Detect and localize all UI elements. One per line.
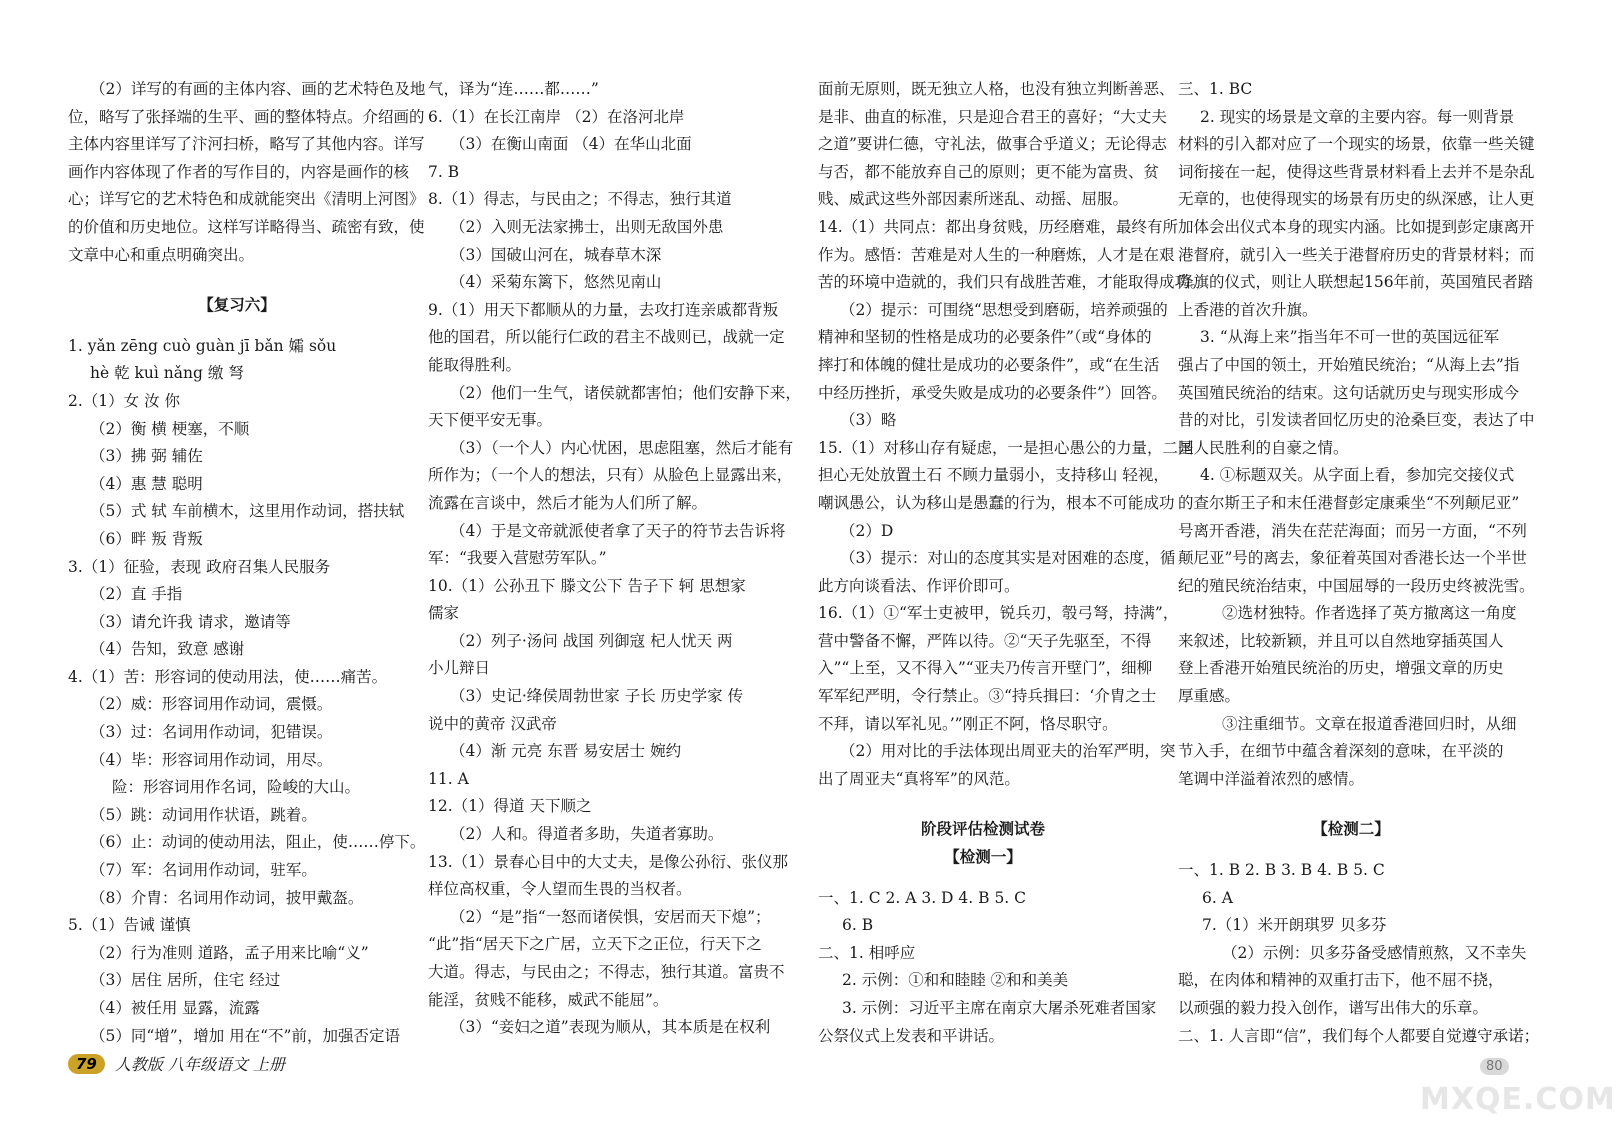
text-line: 16.（1）①“军士吏被甲，锐兵刃，彀弓弩，持满”， — [818, 604, 1179, 623]
text-line: 11. A — [428, 769, 469, 788]
text-line: 9.（1）用天下都顺从的力量，去攻打连亲戚都背叛 — [428, 300, 779, 319]
text-line: （2）示例：贝多芬备受感情煎熬，又不幸失 — [1222, 943, 1527, 962]
text-line: （3）在衡山南面 （4）在华山北面 — [450, 135, 692, 154]
text-line: 嘲讽愚公，认为移山是愚蠢的行为，根本不可能成功 — [818, 493, 1175, 512]
text-line: 一、1. C 2. A 3. D 4. B 5. C — [818, 888, 1027, 907]
text-line: （2）衡 横 梗塞，不顺 — [90, 419, 250, 438]
text-line: 以顽强的毅力投入创作，谱写出伟大的乐章。 — [1178, 999, 1489, 1017]
text-line: 降旗的仪式，则让人联想起156年前，英国殖民者踏 — [1178, 273, 1534, 292]
text-line: （4）惠 慧 聪明 — [90, 474, 203, 493]
text-line: （8）介胄：名词用作动词，披甲戴盔。 — [90, 888, 364, 907]
text-line: 天下便平安无事。 — [428, 411, 553, 430]
text-line: （3）提示：对山的态度其实是对困难的态度，循 — [840, 549, 1176, 568]
section-heading: 【复习六】 — [198, 295, 276, 315]
text-line: 面前无原则，既无独立人格，也没有独立判断善恶、 — [818, 80, 1175, 98]
text-line: （6）止：动词的使动用法，阻止，使……停下。 — [90, 833, 426, 852]
text-line: 词衔接在一起，使得这些背景材料看上去并不是杂乱 — [1178, 162, 1535, 181]
text-line: （5）跳：动词用作状语，跳着。 — [90, 805, 317, 824]
text-line: 国人民胜利的自豪之情。 — [1178, 438, 1349, 457]
page-footer — [68, 1052, 285, 1075]
text-line: （2）D — [840, 521, 894, 540]
text-line: 1. yǎn zēng cuò guàn jī bǎn 孀 sǒu — [68, 336, 337, 355]
text-line: 儒家 — [428, 604, 460, 623]
text-line: 与否，都不能放弃自己的原则；更不能为富贵、贫 — [818, 162, 1160, 181]
text-line: ②选材独特。作者选择了英方撤离这一角度 — [1222, 604, 1517, 623]
column-3 — [818, 76, 1206, 1050]
text-line: 主体内容里详写了汴河扫桥，略写了其他内容。详写 — [68, 135, 425, 154]
text-line: 纪的殖民统治结束，中国屈辱的一段历史终被洗雪。 — [1178, 576, 1535, 595]
text-line: 心；详写它的艺术特色和成就能突出《清明上河图》 — [68, 190, 425, 209]
text-line: 此方向谈看法、作评价即可。 — [818, 576, 1020, 595]
text-line: 6.（1）在长江南岸 （2）在洛河北岸 — [428, 107, 685, 126]
text-line: （4）渐 元亮 东晋 易安居士 婉约 — [450, 742, 682, 761]
text-line: （3）请允许我 请求，邀请等 — [90, 612, 291, 631]
text-line: 精神和坚韧的性格是成功的必要条件”（或“身体的 — [818, 328, 1152, 347]
text-line: 港督府，就引入一些关于港督府历史的背景材料；而 — [1178, 245, 1535, 264]
text-line: 2. 示例：①和和睦睦 ②和和美美 — [842, 971, 1069, 990]
text-line: （2）他们一生气，诸侯就都害怕；他们安静下来， — [450, 383, 801, 402]
text-line: （2）提示：可围绕“思想受到磨砺，培养顽强的 — [840, 300, 1168, 319]
text-line: 13.（1）景春心目中的大丈夫，是像公孙衍、张仪那 — [428, 852, 789, 871]
text-line: 2.（1）女 汝 你 — [68, 391, 181, 410]
text-line: 不拜，请以军礼见。’”刚正不阿，恪尽职守。 — [818, 714, 1118, 733]
text-line: 英国殖民统治的结束。这句话就历史与现实形成今 — [1178, 383, 1520, 402]
text-line: 一、1. B 2. B 3. B 4. B 5. C — [1178, 861, 1385, 880]
text-line: 7. B — [428, 162, 460, 181]
text-line: 他的国君，所以能行仁政的君主不战则已，战就一定 — [428, 328, 785, 347]
book-label: 人教版 八年级语文 上册 — [114, 1055, 286, 1074]
text-line: 登上香港开始殖民统治的历史，增强文章的历史 — [1178, 659, 1504, 678]
text-line: 的价值和历史地位。这样写详略得当、疏密有致，使 — [68, 217, 425, 236]
text-line: 所作为；（一个人的想法，只有）从脸色上显露出来， — [428, 466, 793, 485]
text-line: （2）直 手指 — [90, 585, 183, 604]
text-line: （2）列子·汤问 战国 列御寇 杞人忧天 两 — [450, 631, 733, 650]
text-line: 贱、威武这些外部因素所迷乱、动摇、屈服。 — [818, 190, 1129, 209]
text-line: 公祭仪式上发表和平讲话。 — [818, 1026, 1005, 1045]
text-line: （3）（一个人）内心忧困，思虑阻塞，然后才能有 — [450, 438, 794, 457]
text-line: （3）国破山河在，城春草木深 — [450, 245, 662, 264]
text-line: （3）“妾妇之道”表现为顺从，其本质是在权利 — [450, 1018, 771, 1037]
text-line: 摔打和体魄的健壮是成功的必要条件”，或“在生活 — [818, 355, 1160, 374]
watermark: MXQE.COM — [1420, 1082, 1616, 1117]
text-line: 颠尼亚”号的离去，象征着英国对香港长达一个半世 — [1178, 549, 1527, 568]
text-line: 14.（1）共同点：都出身贫贱，历经磨难，最终有所 — [818, 217, 1179, 236]
text-line: 4.（1）苦：形容词的使动用法，使……痛苦。 — [68, 667, 388, 686]
text-line: （4）告知，致意 感谢 — [90, 640, 245, 659]
text-line: （2）行为准则 道路，孟子用来比喻“义” — [90, 943, 369, 962]
text-line: 5.（1）告诫 谨慎 — [68, 916, 191, 935]
text-line: （6）畔 叛 背叛 — [90, 529, 203, 548]
text-line: 大道。得志，与民由之；不得志，独行其道。富贵不 — [428, 963, 785, 981]
text-line: （2）详写的有画的主体内容、画的艺术特色及地 — [90, 80, 426, 98]
page-number: 79 — [68, 1054, 105, 1074]
text-line: 二、1. 相呼应 — [818, 943, 916, 962]
text-line: 强占了中国的领土，开始殖民统治；“从海上去”指 — [1178, 355, 1520, 374]
text-line: 聪，在肉体和精神的双重打击下，他不屈不挠， — [1178, 971, 1504, 990]
exam-subheading: 【检测一】 — [944, 847, 1022, 867]
text-line: ③注重细节。文章在报道香港回归时，从细 — [1222, 714, 1517, 733]
text-line: 6. A — [1202, 888, 1233, 907]
text-line: 位，略写了张择端的生平、画的整体特点。介绍画的 — [68, 107, 425, 126]
exam-subheading: 【检测二】 — [1312, 819, 1390, 839]
text-line: 笔调中洋溢着浓烈的感情。 — [1178, 769, 1365, 788]
text-line: （3）略 — [840, 411, 897, 430]
text-line: 的查尔斯王子和末任港督彭定康乘坐“不列颠尼亚” — [1178, 493, 1520, 512]
text-line: （7）军：名词用作动词，驻军。 — [90, 861, 317, 880]
text-line: （3）拂 弼 辅佐 — [90, 447, 203, 466]
text-line: 3. 示例：习近平主席在南京大屠杀死难者国家 — [842, 999, 1157, 1017]
text-line: （2）用对比的手法体现出周亚夫的治军严明，突 — [840, 742, 1176, 761]
text-line: 是非、曲直的标准，只是迎合君王的喜好；“大丈夫 — [818, 107, 1167, 126]
text-line: 文章中心和重点明确突出。 — [68, 245, 255, 264]
text-line: （2）威：形容词用作动词，震慑。 — [90, 695, 333, 714]
text-line: 苦的环境中造就的，我们只有战胜苦难，才能取得成功。 — [818, 273, 1206, 292]
text-line: 之道”要讲仁德，守礼法，做事合乎道义；无论得志 — [818, 135, 1167, 154]
text-line: 中经历挫折，承受失败是成功的必要条件”）回答。 — [818, 383, 1167, 402]
text-line: 上香港的首次升旗。 — [1178, 300, 1318, 319]
text-line: （3）居住 居所，住宅 经过 — [90, 971, 281, 990]
text-line: 流露在言谈中，然后才能为人们所了解。 — [428, 493, 708, 512]
text-line: 二、1. 人言即“信”，我们每个人都要自觉遵守承诺； — [1178, 1026, 1540, 1045]
text-line: 营中警备不懈，严阵以待。②“天子先驱至，不得 — [818, 631, 1152, 650]
column-1 — [68, 76, 426, 1050]
text-line: 加体会出仪式本身的现实内涵。比如提到彭定康离开 — [1178, 217, 1535, 236]
text-line: 厚重感。 — [1178, 687, 1241, 706]
text-line: （5）同“增”，增加 用在“不”前，加强否定语 — [90, 1026, 400, 1045]
text-line: 6. B — [842, 916, 874, 935]
right-page-number: 80 — [1480, 1058, 1509, 1075]
text-line: 出了周亚夫“真将军”的风范。 — [818, 769, 1020, 788]
text-line: 7.（1）米开朗琪罗 贝多芬 — [1202, 916, 1387, 935]
text-line: 无章的，也使得现实的场景有历史的纵深感，让人更 — [1178, 190, 1535, 209]
text-line: （2）入则无法家拂士，出则无敌国外患 — [450, 217, 724, 236]
text-line: 入”“上至，又不得入”“亚夫乃传言开壁门”，细柳 — [818, 659, 1153, 678]
text-line: 4. ①标题双关。从字面上看，参加完交接仪式 — [1200, 466, 1515, 485]
text-line: hè 乾 kuì nǎng 缴 弩 — [90, 364, 244, 383]
text-line: 3.（1）征验，表现 政府召集人民服务 — [68, 557, 331, 576]
text-line: （2）人和。得道者多助，失道者寡助。 — [450, 825, 724, 844]
text-line: 3. “从海上来”指当年不可一世的英国远征军 — [1200, 328, 1500, 347]
text-line: 军军纪严明，令行禁止。③“持兵揖曰：‘介胄之士 — [818, 687, 1157, 706]
text-line: （3）史记·绛侯周勃世家 子长 历史学家 传 — [450, 687, 744, 706]
text-line: 能淫，贫贱不能移，威武不能屈”。 — [428, 990, 669, 1009]
text-line: 险：形容词用作名词，险峻的大山。 — [112, 778, 361, 797]
text-line: 能取得胜利。 — [428, 355, 522, 374]
text-line: 10.（1）公孙丑下 滕文公下 告子下 轲 思想家 — [428, 576, 746, 595]
text-line: 小儿辩日 — [428, 659, 491, 678]
text-line: （4）毕：形容词用作动词，用尽。 — [90, 750, 333, 769]
text-line: 12.（1）得道 天下顺之 — [428, 797, 592, 816]
text-line: （5）式 轼 车前横木，这里用作动词，搭扶轼 — [90, 502, 405, 521]
column-4 — [1178, 76, 1540, 1050]
text-line: 三、1. BC — [1178, 80, 1253, 98]
text-line: 昔的对比，引发读者回忆历史的沧桑巨变，表达了中 — [1178, 411, 1535, 430]
text-line: 担心无处放置土石 不顾力量弱小，支持移山 轻视， — [818, 466, 1169, 485]
text-line: 样位高权重，令人望而生畏的当权者。 — [428, 880, 692, 899]
text-line: 作为。感悟：苦难是对人生的一种磨炼，人才是在艰 — [818, 245, 1175, 264]
text-line: （4）被任用 显露，流露 — [90, 999, 260, 1017]
text-line: 节入手，在细节中蕴含着深刻的意味，在平淡的 — [1178, 742, 1504, 761]
text-line: 军：“我要入营慰劳军队。” — [428, 549, 607, 568]
text-line: 材料的引入都对应了一个现实的场景，依靠一些关键 — [1178, 135, 1535, 154]
text-line: 画作内容体现了作者的写作目的，内容是画作的核 — [68, 162, 410, 181]
text-line: 15.（1）对移山存有疑虑，一是担心愚公的力量，二是 — [818, 438, 1194, 457]
text-line: 2. 现实的场景是文章的主要内容。每一则背景 — [1200, 107, 1515, 126]
column-2 — [428, 76, 801, 1042]
text-line: 号离开香港，消失在茫茫海面；而另一方面，“不列 — [1178, 521, 1527, 540]
text-line: （4）采菊东篱下，悠然见南山 — [450, 273, 662, 292]
text-line: 气，译为“连……都……” — [428, 80, 599, 98]
text-line: （2）“是”指“一怒而诸侯惧，安居而天下熄”； — [450, 907, 771, 926]
text-line: （3）过：名词用作动词，犯错误。 — [90, 723, 333, 742]
text-line: （4）于是文帝就派使者拿了天子的符节去告诉将 — [450, 521, 786, 540]
text-line: 说中的黄帝 汉武帝 — [428, 714, 557, 733]
text-line: 来叙述，比较新颖，并且可以自然地穿插英国人 — [1178, 631, 1504, 650]
text-line: “此”指“居天下之广居，立天下之正位，行天下之 — [428, 935, 762, 954]
exam-heading: 阶段评估检测试卷 — [920, 819, 1045, 839]
text-line: 8.（1）得志，与民由之；不得志，独行其道 — [428, 190, 732, 209]
